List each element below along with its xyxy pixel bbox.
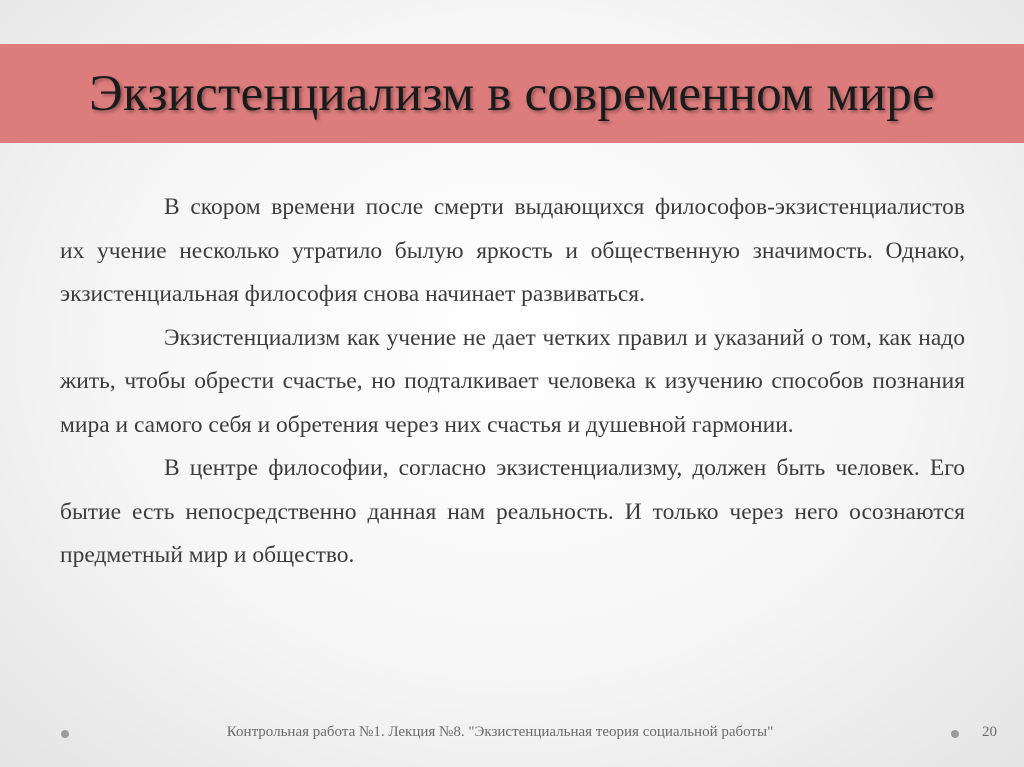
footer-dot-right-icon: [951, 730, 959, 738]
paragraph-3: В центре философии, согласно экзистенциализму, должен быть человек. Его бытие есть непосредственно данная нам реальность. И только через него осознаются предметный мир и общество.: [60, 455, 965, 568]
title-band: [0, 44, 1024, 143]
slide-title: Экзистенциализм в современном мире: [89, 65, 935, 122]
page-number: 20: [982, 724, 997, 740]
paragraph-1: В скором времени после смерти выдающихся философов-экзистенциалистов их учение несколько утратило былую яркость и общественную значимость. Однако, экзистенциальная философия снова начинает развиваться.: [60, 194, 965, 307]
footer-caption: Контрольная работа №1. Лекция №8. "Экзистенциальная теория социальной работы": [226, 724, 774, 740]
paragraph-2: Экзистенциализм как учение не дает четких правил и указаний о том, как надо жить, чтобы обрести счастье, но подталкивает человека к изучению способов познания мира и самого себя и обретения через них счастья и душевной гармонии.: [60, 324, 965, 438]
slide-body: [60, 186, 965, 578]
